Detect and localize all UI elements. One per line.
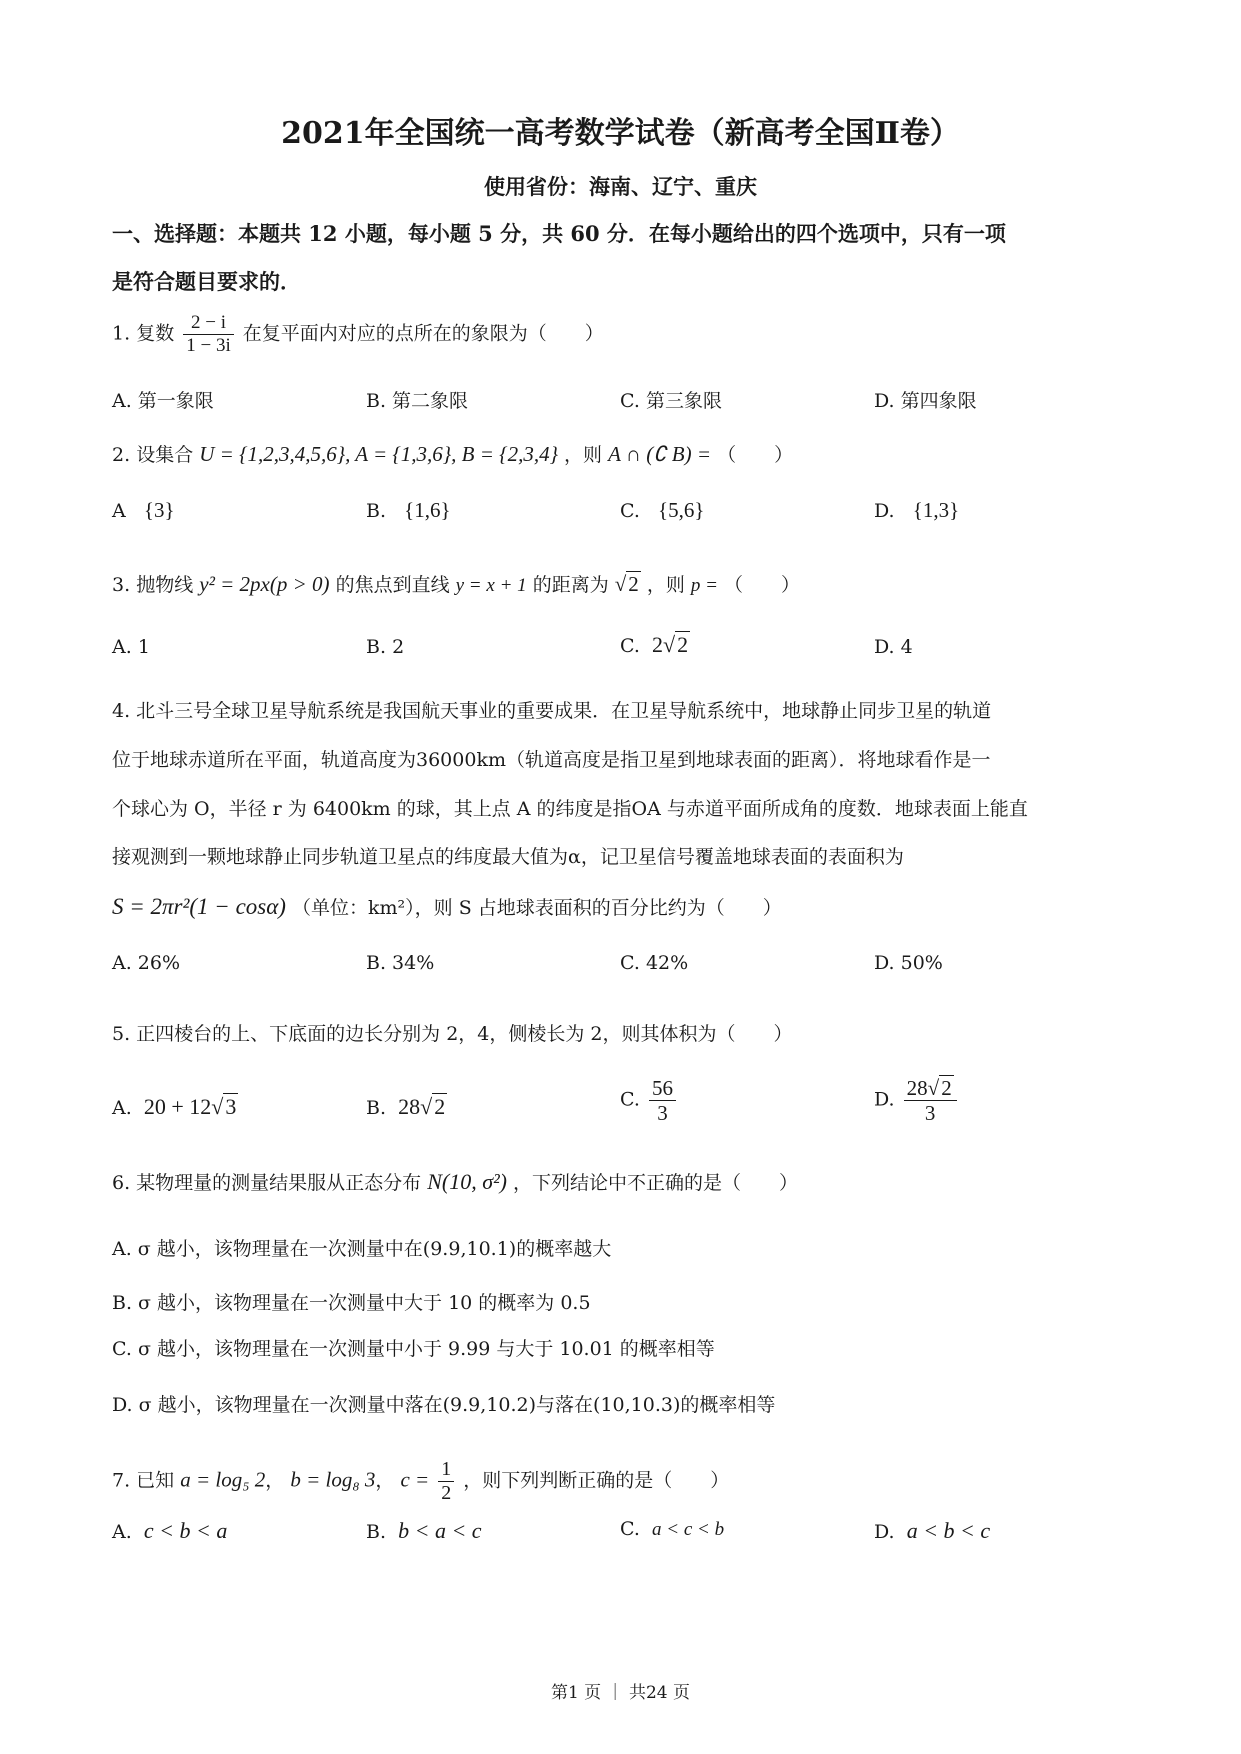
option-b [366,498,451,523]
question-text: 设集合 [136,444,194,466]
question-text: （单位：km²），则 S 占地球表面积的百分比约为（ ） [292,897,782,919]
fraction [438,1458,454,1505]
option-value: 28 [398,1094,421,1119]
option-a [112,636,150,658]
page-title: 2021年全国统一高考数学试卷（新高考全国Ⅱ卷） [281,116,960,151]
question-text: ，则 [564,444,603,466]
option-letter: D. [874,1088,895,1111]
option-b: B. 34% [366,952,435,974]
fraction-denominator: 3 [924,1101,936,1126]
question-text: 的距离为 [532,574,609,596]
math-expression: p = [690,575,718,596]
question-7: 7. 已知 a = log₅ 2， b = log₈ 3， c = $\frac{1}{2}$ ，则下列判断正确的是（ ） [112,1458,730,1504]
option-d: D. 第四象限 [874,390,977,412]
question-text: （ ） [724,574,801,596]
option-letter: C. [620,1518,640,1540]
option-letter: C. [620,1088,640,1111]
section-heading-line1: 一、选择题：本题共 12 小题，每小题 5 分，共 60 分．在每小题给出的四个选项中，只有一项 [112,221,1006,246]
option-c [620,1076,679,1125]
option-letter: A. [112,636,132,658]
question-2 [112,440,793,467]
option-letter: B. [366,1521,387,1543]
page-subtitle: 使用省份：海南、辽宁、重庆 [484,174,757,199]
question-text: 复数 [136,322,175,345]
question-text: ，则下列判断正确的是（ ） [463,1469,730,1492]
question-6 [112,1168,798,1195]
fraction-numerator: 2 − i [183,312,234,335]
question-4-line5 [112,893,782,920]
sqrt-radicand: 2 [628,572,639,596]
option-letter: C. [620,635,640,657]
option-value: 2 [652,632,663,657]
question-4-line1: 4. 北斗三号全球卫星导航系统是我国航天事业的重要成果．在卫星导航系统中，地球静止同步卫星的轨道 [112,700,992,722]
option-value: c < b < a [143,1518,228,1543]
option-letter: D. [874,636,895,658]
option-value: {1,6} [404,498,451,522]
option-a: A. 第一象限 [112,390,214,412]
option-b: B. 28√2 [366,1094,446,1119]
option-value: a < b < c [906,1518,991,1543]
question-text: （ ） [717,444,794,466]
option-value: {5,6} [658,498,705,522]
option-letter: B. [366,636,387,658]
sqrt-radicand: 3 [225,1094,237,1119]
option-d: D. 50% [874,952,943,974]
fraction [904,1076,957,1125]
option-a: A. σ 越小，该物理量在一次测量中在(9.9,10.1)的概率越大 [112,1238,612,1260]
option-value: {3} [143,498,175,522]
option-c: C. 2√2 [620,632,689,657]
question-text: ，则 [646,574,685,596]
question-4-line4: 接观测到一颗地球静止同步轨道卫星点的纬度最大值为α，记卫星信号覆盖地球表面的表面积为 [112,846,904,868]
fraction [183,312,234,357]
option-value: 4 [900,636,913,658]
question-text: 7. 已知 [112,1469,175,1492]
math-expression: b = log₈ 3 [290,1467,376,1492]
math-formula: S = 2πr²(1 − cosα) [112,894,286,919]
option-letter: B. [366,1097,387,1119]
fraction-numerator: 1 [438,1458,454,1482]
sqrt-radicand: 2 [941,1076,952,1100]
numerator-value: 28 [906,1076,928,1100]
option-d: D. σ 越小，该物理量在一次测量中落在(9.9,10.2)与落在(10,10.3)的概率相等 [112,1394,776,1416]
question-3: 3. 抛物线 y² = 2px(p > 0) 的焦点到直线 y = x + 1 的距离为 √2 ，则 p = （ ） [112,572,801,596]
option-b: B. σ 越小，该物理量在一次测量中大于 10 的概率为 0.5 [112,1292,591,1314]
math-expression: y² = 2px(p > 0) [199,572,330,596]
math-expression: U = {1,2,3,4,5,6}, A = {1,3,6}, B = {2,3,4} [199,442,558,466]
option-value: a < c < b [652,1519,725,1540]
option-letter: A [112,500,126,522]
fraction [649,1076,676,1125]
question-text: ，下列结论中不正确的是（ ） [513,1172,799,1194]
section-heading-line2: 是符合题目要求的． [112,269,301,294]
option-a: A. 26% [112,952,181,974]
option-c [620,498,704,523]
question-number: 1. [112,322,131,345]
option-c: C. 42% [620,952,689,974]
option-letter: C. [620,500,640,522]
fraction-denominator: 2 [441,1482,452,1504]
question-4-line3: 个球心为 O，半径 r 为 6400km 的球，其上点 A 的纬度是指OA 与赤道平面所成角的度数．地球表面上能直 [112,798,1028,820]
option-d [874,498,959,523]
question-4-line2: 位于地球赤道所在平面，轨道高度为36000km（轨道高度是指卫星到地球表面的距离）．将地球看作是一 [112,749,991,771]
page-footer: 第1 页 ｜ 共24 页 [550,1683,691,1703]
question-number: 3. [112,574,131,596]
option-b [366,636,404,658]
question-number: 2. [112,444,131,466]
math-expression: c = [400,1467,430,1492]
math-expression: y = x + 1 [455,575,527,596]
option-c: C. 第三象限 [620,390,722,412]
math-expression: N(10, σ²) [427,1169,507,1194]
question-1 [112,312,604,357]
option-value: b < a < c [398,1518,482,1543]
option-d [874,1076,960,1125]
option-letter: A. [112,1097,132,1119]
option-b [366,1518,482,1544]
question-text: 在复平面内对应的点所在的象限为（ ） [242,322,604,345]
option-a [112,498,175,523]
option-letter: D. [874,500,895,522]
option-value: 20 + 12 [143,1094,212,1119]
question-text: 抛物线 [136,574,194,596]
option-letter: D. [874,1521,895,1543]
option-value: 1 [137,636,150,658]
fraction-numerator: 28√2 [904,1076,957,1101]
math-expression: A ∩ (∁ B) = [608,442,712,466]
sqrt-radicand: 2 [677,632,689,657]
option-c [620,1518,724,1541]
option-c: C. σ 越小，该物理量在一次测量中小于 9.99 与大于 10.01 的概率相等 [112,1338,715,1360]
option-a: A. 20 + 12√3 [112,1094,237,1119]
fraction-numerator: 56 [649,1076,676,1101]
question-text: 6. 某物理量的测量结果服从正态分布 [112,1172,422,1194]
option-a [112,1518,227,1544]
option-b: B. 第二象限 [366,390,469,412]
option-d [874,1518,990,1544]
question-5: 5. 正四棱台的上、下底面的边长分别为 2，4，侧棱长为 2，则其体积为（ ） [112,1023,793,1045]
option-value: 2 [392,636,405,658]
math-expression: a = log₅ 2 [180,1467,266,1492]
option-value: {1,3} [912,498,960,522]
fraction-denominator: 3 [657,1101,668,1126]
sqrt-radicand: 2 [434,1094,446,1119]
option-d [874,636,913,658]
fraction-denominator: 1 − 3i [186,334,231,356]
question-text: 的焦点到直线 [335,574,450,596]
option-letter: B. [366,500,387,522]
option-letter: A. [112,1521,132,1543]
